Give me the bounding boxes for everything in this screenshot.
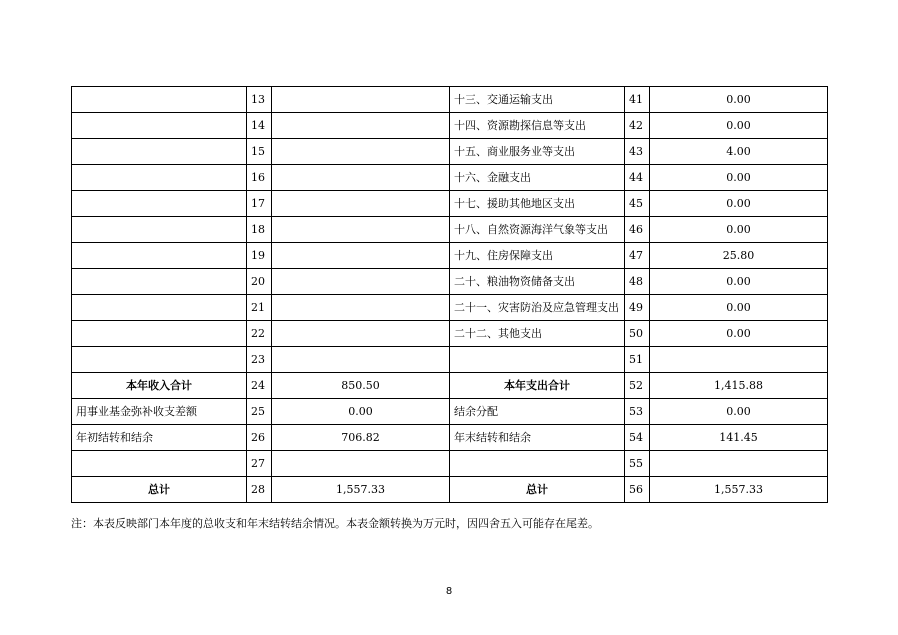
- income-line-number: 28: [247, 477, 272, 503]
- income-amount: [272, 295, 450, 321]
- income-line-number: 14: [247, 113, 272, 139]
- table-row: [72, 139, 828, 165]
- expense-line-number: 48: [625, 269, 650, 295]
- table-row: [72, 425, 828, 451]
- expense-item-label: 二十一、灾害防治及应急管理支出: [450, 295, 625, 321]
- income-line-number: 20: [247, 269, 272, 295]
- table-row: [72, 113, 828, 139]
- page-number: 8: [445, 586, 453, 597]
- income-line-number: 27: [247, 451, 272, 477]
- expense-item-label: [450, 451, 625, 477]
- expense-item-label: 十六、金融支出: [450, 165, 625, 191]
- expense-amount: 0.00: [650, 191, 828, 217]
- expense-item-label: 二十、粮油物资储备支出: [450, 269, 625, 295]
- expense-line-number: 49: [625, 295, 650, 321]
- income-amount: 706.82: [272, 425, 450, 451]
- expense-line-number: 44: [625, 165, 650, 191]
- expense-item-label: 十八、自然资源海洋气象等支出: [450, 217, 625, 243]
- income-line-number: 21: [247, 295, 272, 321]
- income-amount: [272, 87, 450, 113]
- expense-line-number: 42: [625, 113, 650, 139]
- expense-item-label: 总计: [450, 477, 625, 503]
- income-amount: 850.50: [272, 373, 450, 399]
- income-line-number: 25: [247, 399, 272, 425]
- income-item-label: [72, 451, 247, 477]
- income-line-number: 23: [247, 347, 272, 373]
- income-item-label: [72, 321, 247, 347]
- expense-line-number: 55: [625, 451, 650, 477]
- expense-amount: 0.00: [650, 269, 828, 295]
- income-line-number: 15: [247, 139, 272, 165]
- table-row: [72, 399, 828, 425]
- table-row: [72, 321, 828, 347]
- income-item-label: 本年收入合计: [72, 373, 247, 399]
- income-line-number: 24: [247, 373, 272, 399]
- expense-item-label: 十五、商业服务业等支出: [450, 139, 625, 165]
- expense-amount: 141.45: [650, 425, 828, 451]
- expense-amount: 0.00: [650, 399, 828, 425]
- expense-line-number: 45: [625, 191, 650, 217]
- expense-amount: 0.00: [650, 321, 828, 347]
- expense-amount: 1,415.88: [650, 373, 828, 399]
- expense-line-number: 47: [625, 243, 650, 269]
- expense-amount: 1,557.33: [650, 477, 828, 503]
- income-line-number: 16: [247, 165, 272, 191]
- income-line-number: 13: [247, 87, 272, 113]
- expense-item-label: 本年支出合计: [450, 373, 625, 399]
- income-line-number: 18: [247, 217, 272, 243]
- income-amount: [272, 113, 450, 139]
- table-row: [72, 451, 828, 477]
- expense-amount: 0.00: [650, 165, 828, 191]
- expense-amount: 0.00: [650, 295, 828, 321]
- table-row: [72, 477, 828, 503]
- income-item-label: [72, 87, 247, 113]
- budget-summary-table: [71, 86, 828, 503]
- income-item-label: 年初结转和结余: [72, 425, 247, 451]
- expense-item-label: 十九、住房保障支出: [450, 243, 625, 269]
- expense-amount: 0.00: [650, 217, 828, 243]
- expense-item-label: 十四、资源勘探信息等支出: [450, 113, 625, 139]
- income-item-label: [72, 191, 247, 217]
- table-body: [72, 87, 828, 503]
- income-amount: [272, 217, 450, 243]
- expense-amount: 25.80: [650, 243, 828, 269]
- expense-item-label: 二十二、其他支出: [450, 321, 625, 347]
- expense-line-number: 46: [625, 217, 650, 243]
- income-item-label: 总计: [72, 477, 247, 503]
- income-amount: [272, 243, 450, 269]
- expense-line-number: 56: [625, 477, 650, 503]
- expense-line-number: 53: [625, 399, 650, 425]
- income-item-label: [72, 243, 247, 269]
- income-item-label: [72, 217, 247, 243]
- expense-line-number: 52: [625, 373, 650, 399]
- income-item-label: [72, 113, 247, 139]
- income-item-label: [72, 269, 247, 295]
- income-line-number: 19: [247, 243, 272, 269]
- income-item-label: [72, 165, 247, 191]
- expense-amount: [650, 347, 828, 373]
- income-amount: [272, 165, 450, 191]
- income-item-label: [72, 347, 247, 373]
- expense-item-label: [450, 347, 625, 373]
- expense-line-number: 51: [625, 347, 650, 373]
- income-amount: [272, 269, 450, 295]
- expense-line-number: 41: [625, 87, 650, 113]
- expense-amount: 0.00: [650, 113, 828, 139]
- table-footnote: 注：本表反映部门本年度的总收支和年末结转结余情况。本表金额转换为万元时，因四舍五入可能存在尾差。: [71, 517, 599, 530]
- expense-amount: 4.00: [650, 139, 828, 165]
- table-row: [72, 217, 828, 243]
- income-amount: [272, 451, 450, 477]
- table-row: [72, 87, 828, 113]
- table-row: [72, 295, 828, 321]
- table-row: [72, 191, 828, 217]
- expense-item-label: 十七、援助其他地区支出: [450, 191, 625, 217]
- income-line-number: 17: [247, 191, 272, 217]
- table-row: [72, 243, 828, 269]
- income-item-label: [72, 139, 247, 165]
- table-row: [72, 347, 828, 373]
- income-line-number: 22: [247, 321, 272, 347]
- expense-amount: 0.00: [650, 87, 828, 113]
- expense-line-number: 54: [625, 425, 650, 451]
- income-item-label: 用事业基金弥补收支差额: [72, 399, 247, 425]
- expense-line-number: 43: [625, 139, 650, 165]
- income-item-label: [72, 295, 247, 321]
- table-row: [72, 165, 828, 191]
- income-amount: [272, 191, 450, 217]
- income-amount: [272, 321, 450, 347]
- income-amount: [272, 347, 450, 373]
- expense-item-label: 十三、交通运输支出: [450, 87, 625, 113]
- expense-item-label: 年末结转和结余: [450, 425, 625, 451]
- expense-item-label: 结余分配: [450, 399, 625, 425]
- income-amount: 0.00: [272, 399, 450, 425]
- income-amount: 1,557.33: [272, 477, 450, 503]
- expense-line-number: 50: [625, 321, 650, 347]
- expense-amount: [650, 451, 828, 477]
- table-row: [72, 269, 828, 295]
- income-amount: [272, 139, 450, 165]
- income-line-number: 26: [247, 425, 272, 451]
- table-row: [72, 373, 828, 399]
